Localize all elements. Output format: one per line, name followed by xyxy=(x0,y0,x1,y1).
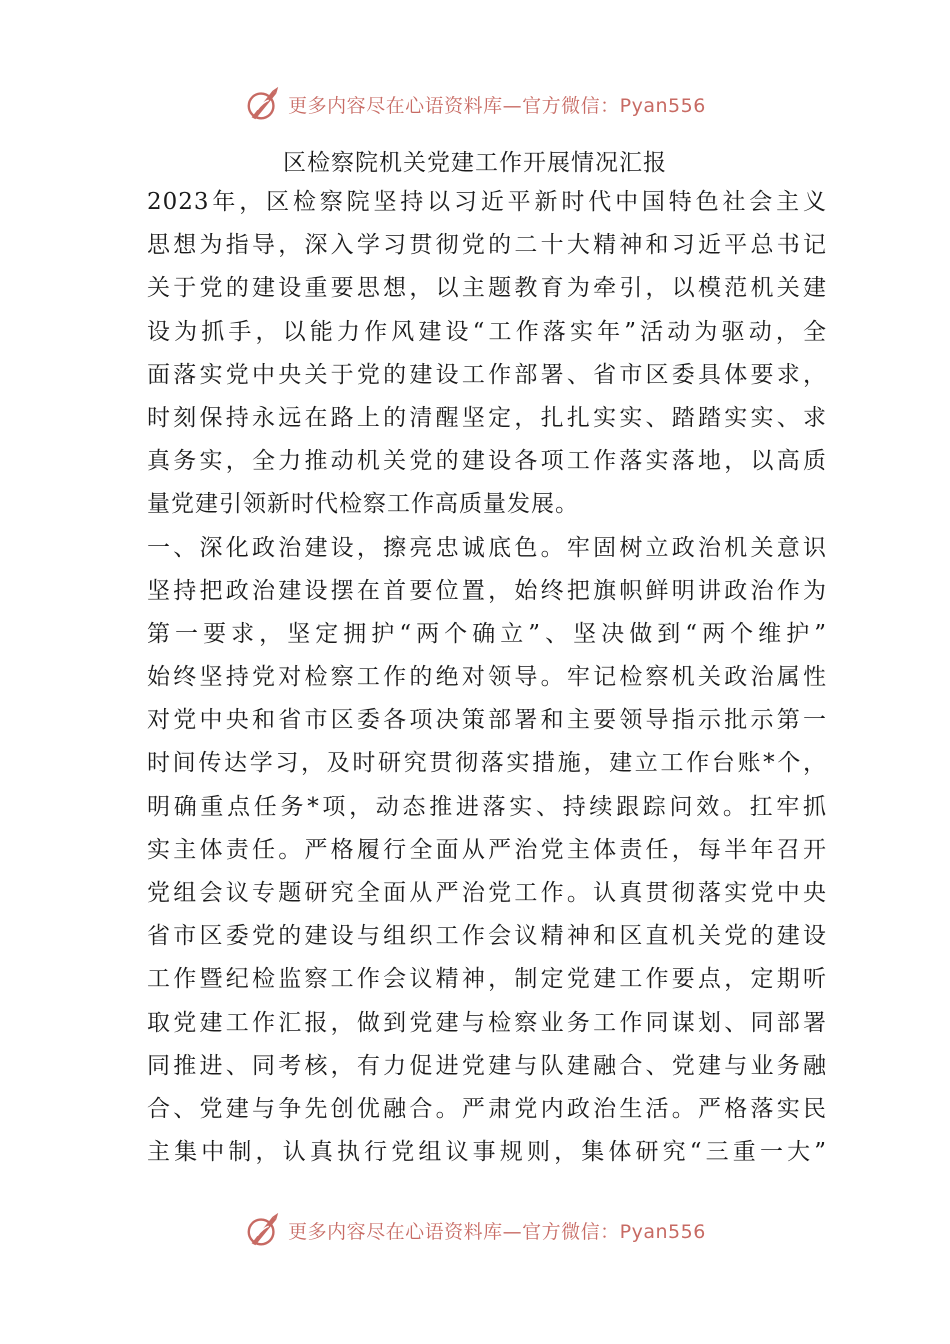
top-watermark-banner xyxy=(0,84,950,124)
body-line: 面落实党中央关于党的建设工作部署、省市区委具体要求， xyxy=(147,361,827,388)
body-line: 真务实，全力推动机关党的建设各项工作落实落地，以高质 xyxy=(147,448,827,475)
quill-pen-logo-icon xyxy=(244,85,282,123)
bottom-watermark-banner xyxy=(0,1210,950,1250)
body-line: 对党中央和省市区委各项决策部署和主要领导指示批示第一 xyxy=(147,707,827,734)
body-line: 时间传达学习，及时研究贯彻落实措施，建立工作台账*个， xyxy=(147,750,827,777)
body-line: 时刻保持永远在路上的清醒坚定，扎扎实实、踏踏实实、求 xyxy=(147,404,827,431)
body-line: 一、深化政治建设，擦亮忠诚底色。牢固树立政治机关意识 xyxy=(147,534,827,561)
body-line: 关于党的建设重要思想，以主题教育为牵引，以模范机关建 xyxy=(147,275,827,302)
body-line: 始终坚持党对检察工作的绝对领导。牢记检察机关政治属性 xyxy=(147,664,827,691)
body-line: 省市区委党的建设与组织工作会议精神和区直机关党的建设 xyxy=(147,923,827,950)
body-line: 合、党建与争先创优融合。严肃党内政治生活。严格落实民 xyxy=(147,1095,827,1122)
body-line: 思想为指导，深入学习贯彻党的二十大精神和习近平总书记 xyxy=(147,232,827,259)
body-line: 同推进、同考核，有力促进党建与队建融合、党建与业务融 xyxy=(147,1052,827,1079)
body-line: 坚持把政治建设摆在首要位置，始终把旗帜鲜明讲政治作为 xyxy=(147,577,827,604)
body-line: 设为抓手，以能力作风建设“工作落实年”活动为驱动，全 xyxy=(147,318,827,345)
watermark-text: 更多内容尽在心语资料库—官方微信：Pyan556 xyxy=(288,94,706,117)
document-title: 区检察院机关党建工作开展情况汇报 xyxy=(283,150,667,176)
body-line: 实主体责任。严格履行全面从严治党主体责任，每半年召开 xyxy=(147,836,827,863)
body-line: 第一要求，坚定拥护“两个确立”、坚决做到“两个维护” xyxy=(147,620,827,647)
body-line: 党组会议专题研究全面从严治党工作。认真贯彻落实党中央 xyxy=(147,880,827,906)
body-line: 2023年，区检察院坚持以习近平新时代中国特色社会主义 xyxy=(147,189,827,215)
body-line: 量党建引领新时代检察工作高质量发展。 xyxy=(147,491,579,518)
body-line: 取党建工作汇报，做到党建与检察业务工作同谋划、同部署 xyxy=(147,1009,827,1036)
body-line: 工作暨纪检监察工作会议精神，制定党建工作要点，定期听 xyxy=(147,966,827,993)
watermark-text: 更多内容尽在心语资料库—官方微信：Pyan556 xyxy=(288,1220,706,1243)
body-line: 主集中制，认真执行党组议事规则，集体研究“三重一大” xyxy=(147,1139,827,1166)
document-body xyxy=(147,181,827,1174)
body-line: 明确重点任务*项，动态推进落实、持续跟踪问效。扛牢抓 xyxy=(147,793,827,820)
quill-pen-logo-icon xyxy=(244,1211,282,1249)
